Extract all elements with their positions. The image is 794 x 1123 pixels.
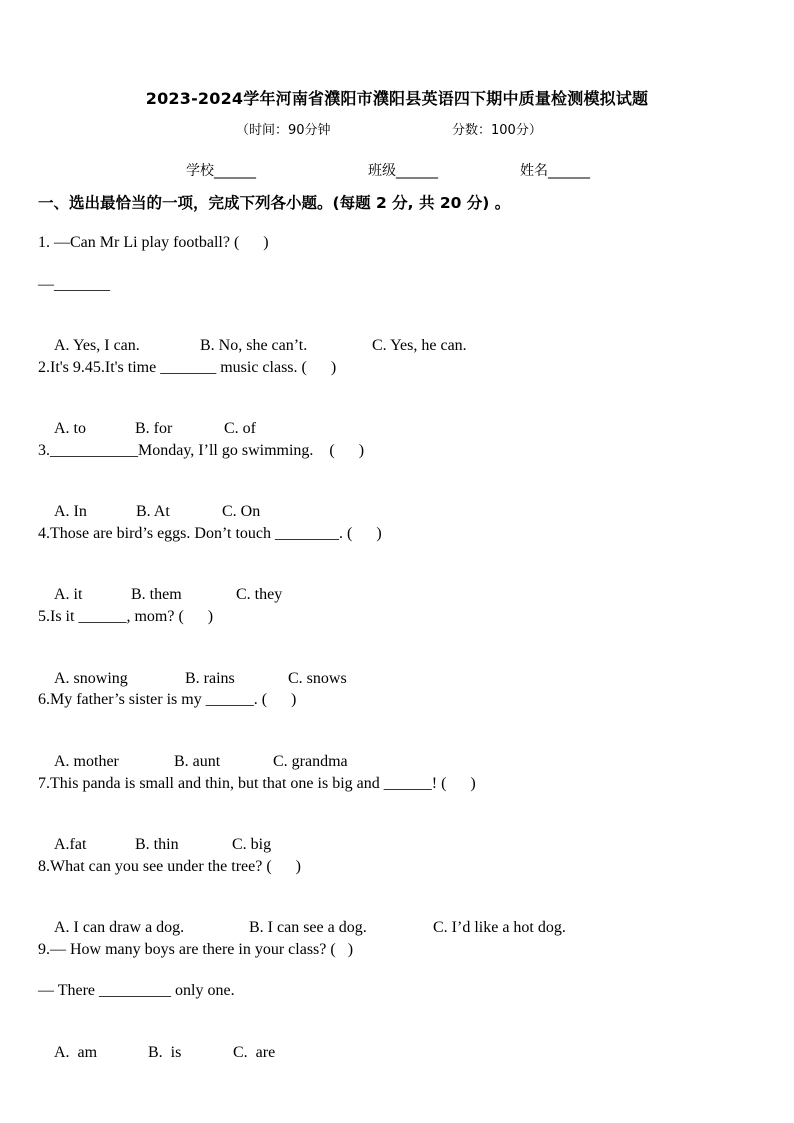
exam-score: 分数：100分） [452,123,542,138]
option-a[interactable]: A. In [54,503,87,520]
question-9-options [38,1023,275,1083]
option-b[interactable]: B. is [148,1044,182,1061]
question-9-stem: 9.— How many boys are there in your class? ( ) [38,941,354,958]
option-c[interactable]: C. Yes, he can. [372,337,467,354]
option-a[interactable]: A. am [54,1044,98,1061]
option-b[interactable]: B. rains [185,670,235,687]
option-b[interactable]: B. for [135,420,173,437]
exam-title: 2023-2024学年河南省濮阳市濮阳县英语四下期中质量检测模拟试题 [145,89,649,108]
option-a[interactable]: A. Yes, I can. [54,337,140,354]
option-a[interactable]: A. it [54,586,83,603]
question-5-stem: 5.Is it ______, mom? ( ) [38,608,214,625]
option-a[interactable]: A. mother [54,753,119,770]
question-2-stem: 2.It's 9.45.It's time _______ music class. ( ) [38,359,337,376]
option-b[interactable]: B. I can see a dog. [249,919,367,936]
class-field[interactable]: 班级______ [368,163,438,179]
question-3-stem: 3.___________Monday, I’ll go swimming. ( ) [38,442,365,459]
option-a[interactable]: A. I can draw a dog. [54,919,185,936]
option-c[interactable]: C. are [233,1044,276,1061]
school-field[interactable]: 学校______ [186,163,256,179]
option-b[interactable]: B. them [131,586,182,603]
option-a[interactable]: A. to [54,420,86,437]
question-6-stem: 6.My father’s sister is my ______. ( ) [38,691,297,708]
question-1-answer-line: —_______ [38,276,110,293]
option-c[interactable]: C. big [232,836,272,853]
question-8-stem: 8.What can you see under the tree? ( ) [38,858,301,875]
question-1-stem: 1. —Can Mr Li play football? ( ) [38,234,269,251]
option-c[interactable]: C. snows [288,670,347,687]
option-b[interactable]: B. aunt [174,753,221,770]
exam-time: （时间：90分钟 [236,123,331,138]
section-heading: 一、选出最恰当的一项，完成下列各小题。(每题 2 分, 共 20 分) 。 [38,194,511,212]
option-c[interactable]: C. they [236,586,283,603]
option-a[interactable]: A. snowing [54,670,128,687]
option-c[interactable]: C. grandma [273,753,348,770]
option-a[interactable]: A.fat [54,836,87,853]
option-c[interactable]: C. On [222,503,261,520]
option-b[interactable]: B. thin [135,836,179,853]
option-b[interactable]: B. At [136,503,170,520]
option-c[interactable]: C. I’d like a hot dog. [433,919,566,936]
option-b[interactable]: B. No, she can’t. [200,337,308,354]
name-field[interactable]: 姓名______ [520,163,590,179]
question-7-stem: 7.This panda is small and thin, but that one is big and ______! ( ) [38,775,476,792]
question-4-stem: 4.Those are bird’s eggs. Don’t touch ________. ( ) [38,525,382,542]
question-9-answer-line: — There _________ only one. [38,982,235,999]
option-c[interactable]: C. of [224,420,256,437]
